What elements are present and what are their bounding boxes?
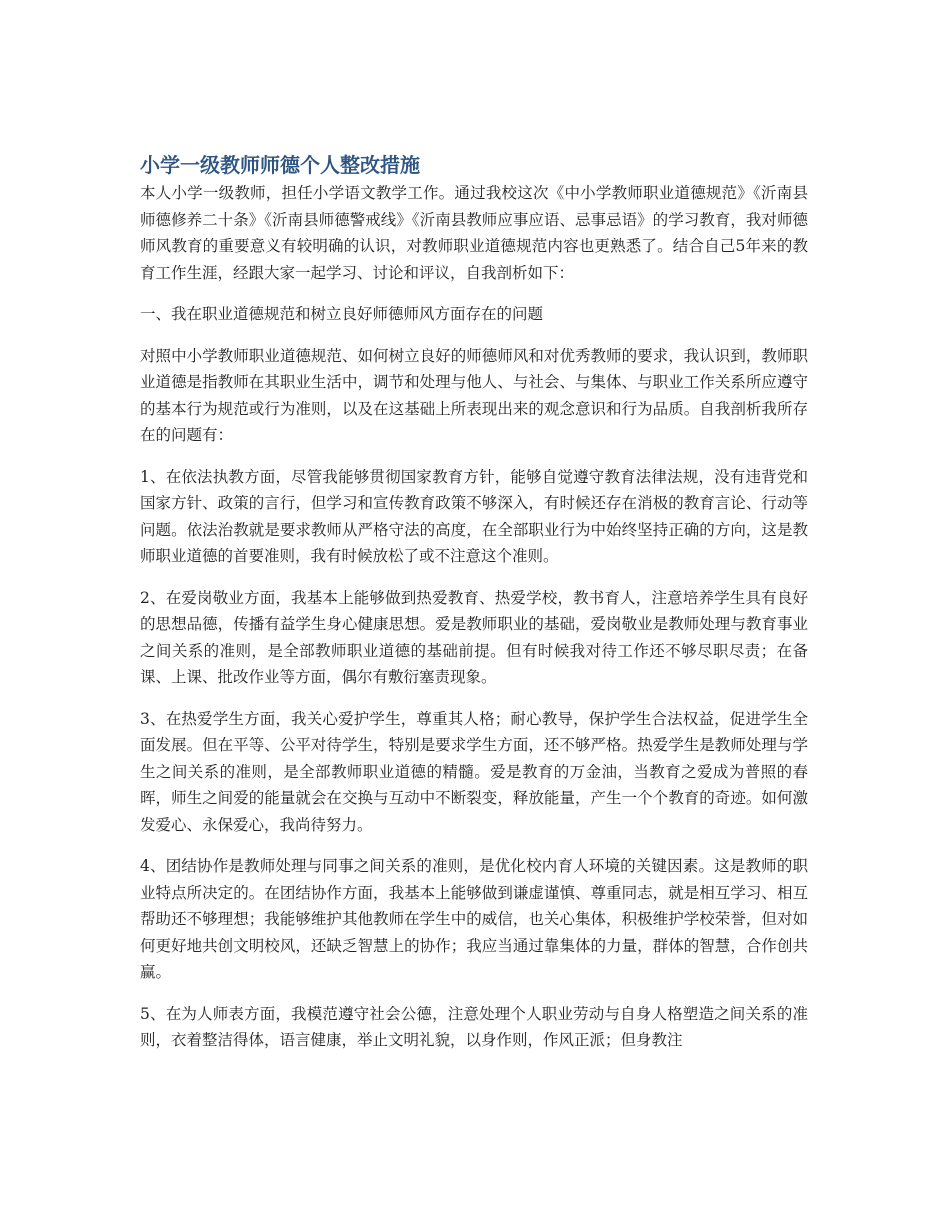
point-paragraph: 2、在爱岗敬业方面，我基本上能够做到热爱教育、热爱学校，教书育人，注意培养学生具有良好的思想品德，传播有益学生身心健康思想。爱是教师职业的基础，爱岗敬业是教师处理与教育事业之间关系的准则，是全部教师职业道德的基础前提。但有时候我对待工作还不够尽职尽责；在备课、上课、批改作业等方面，偶尔有敷衍塞责现象。 (140, 588, 808, 686)
point-paragraph: 4、团结协作是教师处理与同事之间关系的准则，是优化校内育人环境的关键因素。这是教师的职业特点所决定的。在团结协作方面，我基本上能够做到谦虚谨慎、尊重同志，就是相互学习、相互帮助还不够理想；我能够维护其他教师在学生中的威信，也关心集体，积极维护学校荣誉，但对如何更好地共创文明校风，还缺乏智慧上的协作；我应当通过靠集体的力量，群体的智慧，合作创共赢。 (140, 857, 808, 981)
document-title: 小学一级教师师德个人整改措施 (140, 153, 420, 177)
intro-paragraph: 本人小学一级教师，担任小学语文教学工作。通过我校这次《中小学教师职业道德规范》《沂南县师德修养二十条》《沂南县师德警戒线》《沂南县教师应事应语、忌事忌语》的学习教育，我对师德师风教育的重要意义有较明确的认识，对教师职业道德规范内容也更熟悉了。结合自己5年来的教育工作生涯，经跟大家一起学习、讨论和评议，自我剖析如下： (140, 184, 808, 282)
point-paragraph: 3、在热爱学生方面，我关心爱护学生，尊重其人格；耐心教导，保护学生合法权益，促进学生全面发展。但在平等、公平对待学生，特别是要求学生方面，还不够严格。热爱学生是教师处理与学生之间关系的准则，是全部教师职业道德的精髓。爱是教育的万金油，当教育之爱成为普照的春晖，师生之间爱的能量就会在交换与互动中不断裂变，释放能量，产生一个个教育的奇迹。如何激发爱心、永保爱心，我尚待努力。 (140, 709, 808, 834)
point-paragraph: 1、在依法执教方面，尽管我能够贯彻国家教育方针，能够自觉遵守教育法律法规，没有违背党和国家方针、政策的言行，但学习和宣传教育政策不够深入，有时候还存在消极的教育言论、行动等问题。依法治教就是要求教师从严格守法的高度，在全部职业行为中始终坚持正确的方向，这是教师职业道德的首要准则，我有时候放松了或不注意这个准则。 (140, 467, 808, 565)
document-page (140, 150, 808, 1069)
point-paragraph: 5、在为人师表方面，我模范遵守社会公德，注意处理个人职业劳动与自身人格塑造之间关系的准则，衣着整洁得体，语言健康，举止文明礼貌，以身作则，作风正派；但身教注 (140, 1004, 808, 1049)
section-intro-paragraph: 对照中小学教师职业道德规范、如何树立良好的师德师风和对优秀教师的要求，我认识到，教师职业道德是指教师在其职业生活中，调节和处理与他人、与社会、与集体、与职业工作关系所应遵守的基本行为规范或行为准则，以及在这基础上所表现出来的观念意识和行为品质。自我剖析我所存在的问题有： (140, 346, 808, 444)
section-heading: 一、我在职业道德规范和树立良好师德师风方面存在的问题 (140, 305, 544, 323)
